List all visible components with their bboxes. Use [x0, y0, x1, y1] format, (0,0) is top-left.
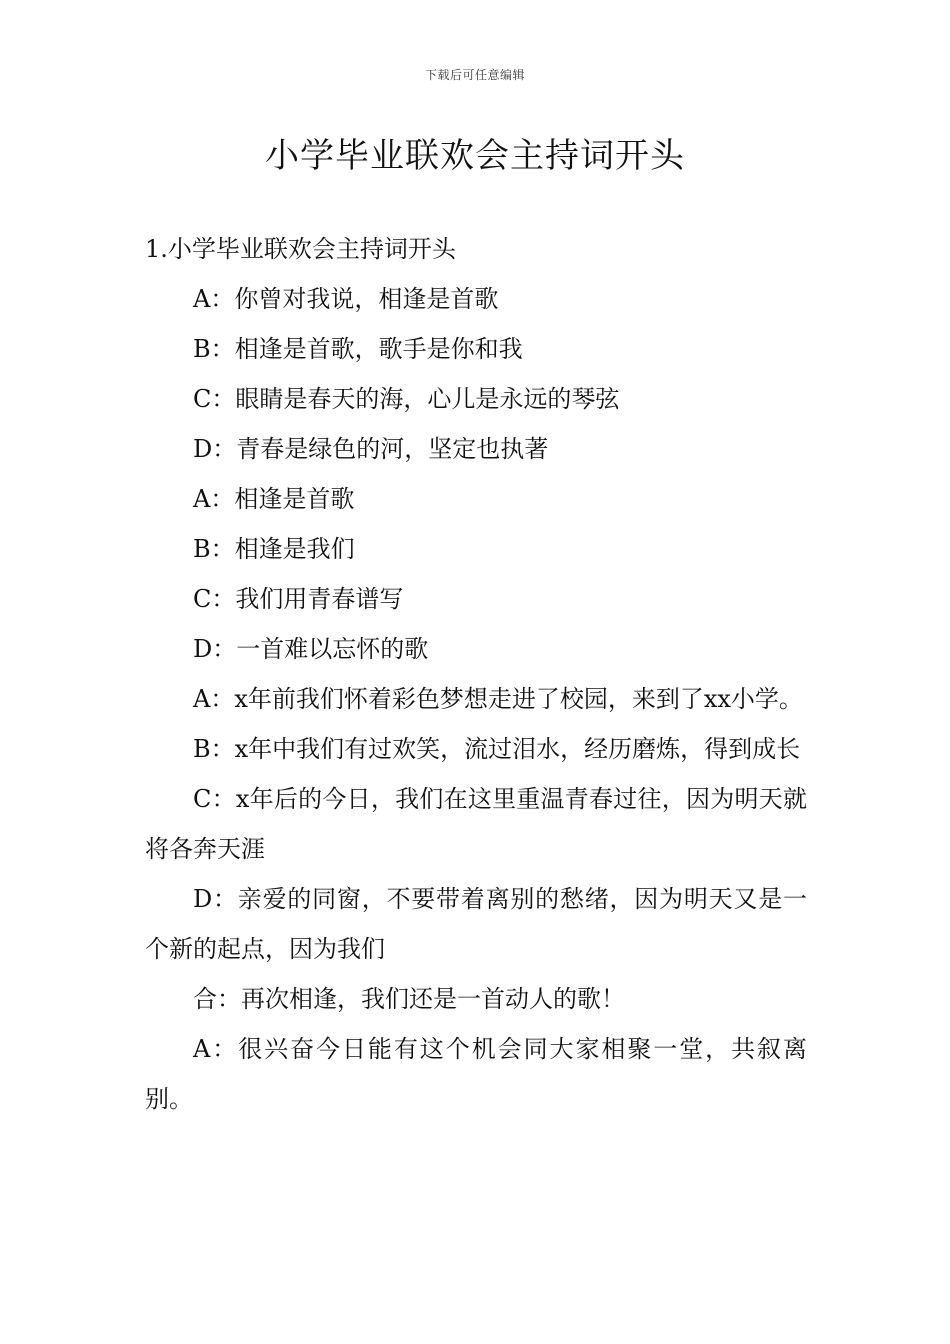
header-note: 下载后可任意编辑 [424, 68, 525, 82]
paragraph: B：相逢是首歌，歌手是你和我 [193, 335, 523, 363]
paragraph: 合：再次相逢，我们还是一首动人的歌！ [193, 985, 625, 1013]
document-title: 小学毕业联欢会主持词开头 [265, 136, 685, 176]
paragraph: D：亲爱的同窗，不要带着离别的愁绪，因为明天又是一个新的起点，因为我们 [145, 885, 807, 963]
paragraph: A：很兴奋今日能有这个机会同大家相聚一堂，共叙离别。 [145, 1035, 807, 1113]
paragraph: B：相逢是我们 [193, 535, 355, 563]
paragraph: B：x年中我们有过欢笑，流过泪水，经历磨炼，得到成长 [193, 735, 801, 763]
paragraph: C：我们用青春谱写 [193, 585, 404, 613]
section-heading: 1.小学毕业联欢会主持词开头 [145, 235, 456, 263]
paragraph: C：眼睛是春天的海，心儿是永远的琴弦 [193, 385, 620, 413]
paragraph: D：一首难以忘怀的歌 [193, 635, 429, 663]
paragraph: A：你曾对我说，相逢是首歌 [193, 285, 499, 313]
paragraph: C：x年后的今日，我们在这里重温青春过往，因为明天就将各奔天涯 [145, 785, 807, 863]
paragraph: A：相逢是首歌 [193, 485, 355, 513]
document-body [145, 224, 807, 1124]
paragraph: D：青春是绿色的河，坚定也执著 [193, 435, 549, 463]
paragraph: A：x年前我们怀着彩色梦想走进了校园，来到了xx小学。 [193, 685, 803, 713]
